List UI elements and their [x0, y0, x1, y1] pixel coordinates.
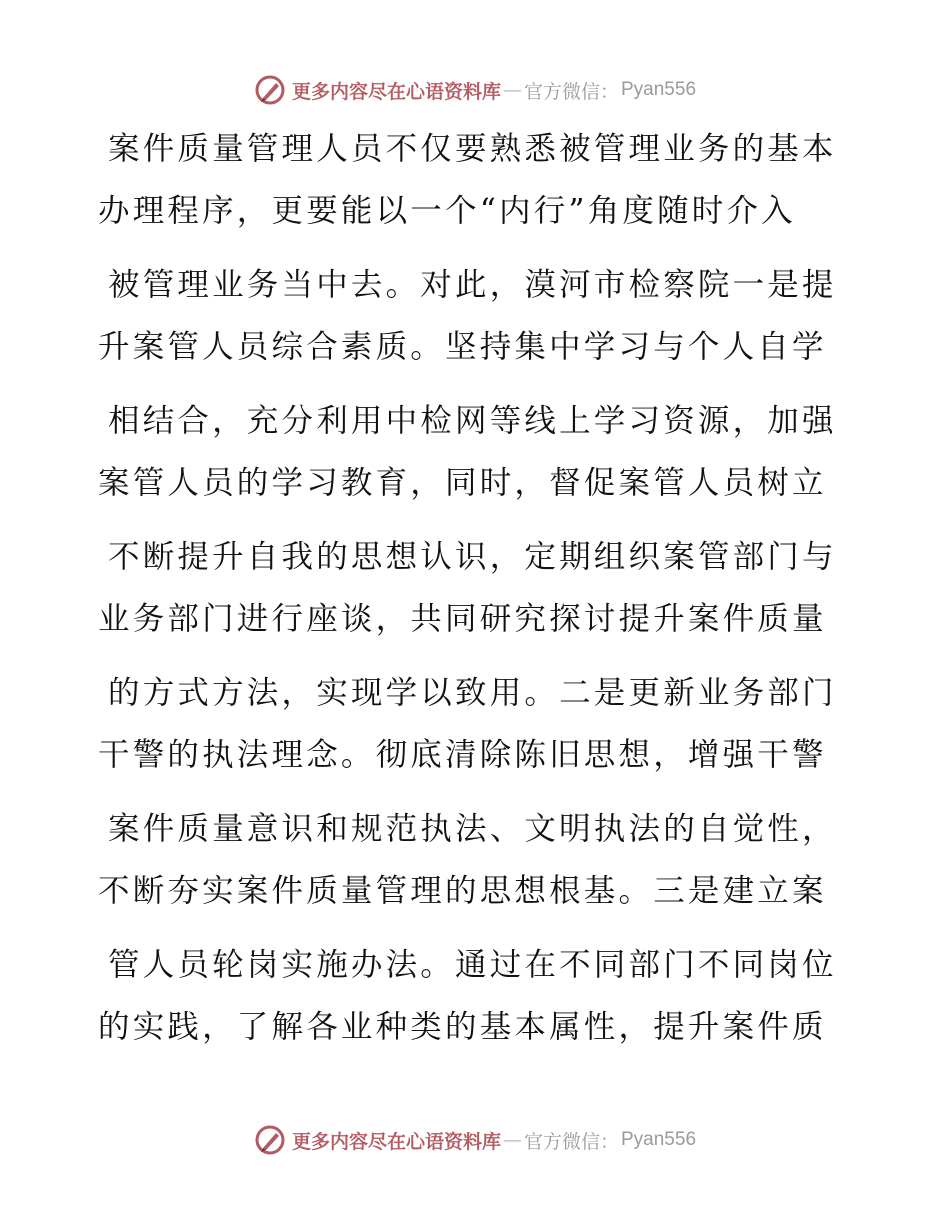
- footer-banner-label: 官方微信：: [523, 1130, 619, 1153]
- body-line-11: 案件质量意识和规范执法、文明执法的自觉性，: [108, 811, 837, 847]
- body-line-2: 办理程序，更要能以一个“内行”角度随时介入: [98, 193, 796, 229]
- body-line-6: 案管人员的学习教育，同时，督促案管人员树立: [98, 465, 827, 501]
- header-banner-dash: —: [502, 79, 522, 101]
- footer-wechat-id: Pyan556: [621, 1129, 697, 1150]
- footer-banner-prefix: 更多内容尽在心语资料库: [291, 1130, 501, 1153]
- header-wechat-id: Pyan556: [621, 79, 697, 100]
- body-line-9: 的方式方法，实现学以致用。二是更新业务部门: [108, 675, 837, 711]
- pen-logo-icon: [254, 74, 286, 106]
- header-banner-text: [292, 77, 696, 104]
- header-banner-prefix: 更多内容尽在心语资料库: [291, 80, 501, 103]
- header-banner-label: 官方微信：: [523, 80, 619, 103]
- body-line-10: 干警的执法理念。彻底清除陈旧思想，增强干警: [98, 737, 827, 773]
- body-line-8: 业务部门进行座谈，共同研究探讨提升案件质量: [98, 601, 827, 637]
- footer-banner: [0, 1120, 950, 1160]
- body-line-13: 管人员轮岗实施办法。通过在不同部门不同岗位: [108, 947, 837, 983]
- body-line-14: 的实践，了解各业种类的基本属性，提升案件质: [98, 1009, 827, 1045]
- body-line-7: 不断提升自我的思想认识，定期组织案管部门与: [108, 539, 837, 575]
- footer-banner-text: [292, 1127, 696, 1154]
- body-line-5: 相结合，充分利用中检网等线上学习资源，加强: [108, 403, 837, 439]
- body-line-3: 被管理业务当中去。对此，漠河市检察院一是提: [108, 267, 837, 303]
- document-body: [98, 118, 838, 1058]
- body-line-1: 案件质量管理人员不仅要熟悉被管理业务的基本: [108, 131, 837, 167]
- header-banner: [0, 70, 950, 110]
- body-line-4: 升案管人员综合素质。坚持集中学习与个人自学: [98, 329, 827, 365]
- footer-banner-dash: —: [502, 1129, 522, 1151]
- body-line-12: 不断夯实案件质量管理的思想根基。三是建立案: [98, 873, 827, 909]
- pen-logo-icon: [254, 1124, 286, 1156]
